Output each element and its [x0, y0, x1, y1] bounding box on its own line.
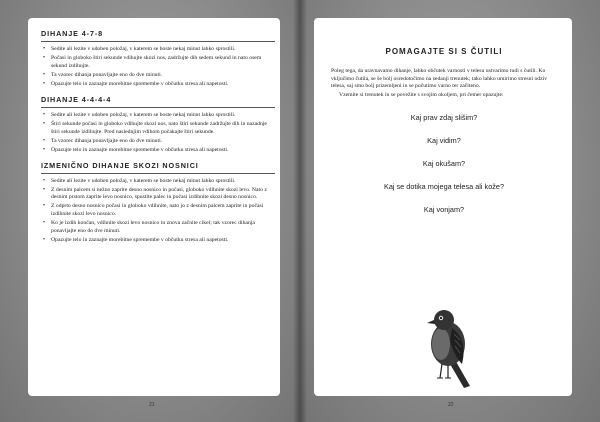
list-item: • Opazujte telo in zaznajte morebitne spremembe v občutku stresa ali napetosti.	[41, 237, 275, 245]
breathing-exercises	[41, 29, 275, 251]
list-item: • Ko je izdih končan, vdihnite skozi levo nosnico in znova začnite cikel; tak vzorec dihanja ponavljajte eno do dve minuti.	[41, 220, 275, 235]
list-item: • Počasi in globoko štiri sekunde vdihujte skozi nos, zadržujte dih sedem sekund in nato osem sekund izdihujte.	[41, 55, 275, 70]
question-item: Kaj vidim?	[427, 136, 461, 146]
left-content-card	[28, 18, 280, 396]
instruction-paragraph: Vzemite si trenutek in se povežite s svojim okoljem, pri čemer opazujte:	[339, 91, 504, 98]
intro-paragraph: Poleg tega, da uravnavamo dihanje, lahko občutek varnosti v telesu ustvarimo tudi s čutili. Ko vključimo čutila, se še bolj osredotočimo na sedanji trenutek; tako lahko umirimo stresni odziv telesa, saj smo bolj prizemljeni in se počutimo varno ter začiteno.	[331, 68, 548, 90]
question-list	[331, 113, 557, 214]
section-heading: IZMENIČNO DIHANJE SKOZI NOSNICI	[41, 161, 275, 174]
bullet-list	[41, 178, 275, 245]
list-item: • Sedite ali lezite v udoben položaj, v katerem se boste nekaj minut lahko sprostili.	[41, 178, 275, 186]
senses-exercise	[331, 47, 557, 228]
list-item: • Sedite ali lezite v udoben položaj, v katerem se boste nekaj minut lahko sprostili.	[41, 112, 275, 120]
page-number: 22	[448, 402, 454, 408]
question-item: Kaj prav zdaj slišim?	[410, 113, 478, 123]
section-alternate-nostril	[41, 161, 275, 245]
list-item: • Sedite ali lezite v udoben položaj, v katerem se boste nekaj minut lahko sprostili.	[41, 46, 275, 54]
list-item: • Opazujte telo in zaznajte morebitne spremembe v občutku stresa ali napetosti.	[41, 81, 275, 89]
list-item: • Štiri sekunde počasi in globoko vdihujte skozi nos, nato štiri sekunde zadržujte dih in nazadnje štiri sekunde izdihujte. Pred naslednjim vdihom počakajte štiri sekunde.	[41, 121, 275, 136]
bullet-list	[41, 112, 275, 155]
bird-icon	[424, 300, 476, 390]
section-breathing-4444	[41, 95, 275, 155]
list-item: • Ta vzorec dihanja ponavljajte eno do dve minuti.	[41, 138, 275, 146]
list-item: • Z desnim palcem si nežno zaprite desno nosnico in počasi, globoko vdihnite skozi levo. Nato z desnim prstom zaprite levo nosnico, spustite palec in počasi izdihnite skozi desno nosnico.	[41, 187, 275, 202]
section-heading: DIHANJE 4-4-4-4	[41, 95, 275, 108]
page-number: 21	[149, 402, 155, 408]
bullet-list	[41, 46, 275, 89]
question-item: Kaj okušam?	[422, 159, 466, 169]
section-heading: DIHANJE 4-7-8	[41, 29, 275, 42]
book-gutter	[293, 0, 307, 422]
list-item: • Ta vzorec dihanja ponavljajte eno do dve minuti.	[41, 72, 275, 80]
list-item: • Opazujte telo in zaznajte morebitne spremembe v občutku stresa ali napetosti.	[41, 147, 275, 155]
list-item: • Z odprto desno nosnico počasi in globoko vdihnite, nato jo z desnim palcem zaprite in počasi izdihnite skozi levo nosnico.	[41, 203, 275, 218]
question-item: Kaj se dotika mojega telesa ali kože?	[383, 182, 505, 192]
question-item: Kaj vonjam?	[423, 205, 465, 215]
page-title: POMAGAJTE SI S ČUTILI	[385, 47, 503, 56]
section-breathing-478	[41, 29, 275, 89]
